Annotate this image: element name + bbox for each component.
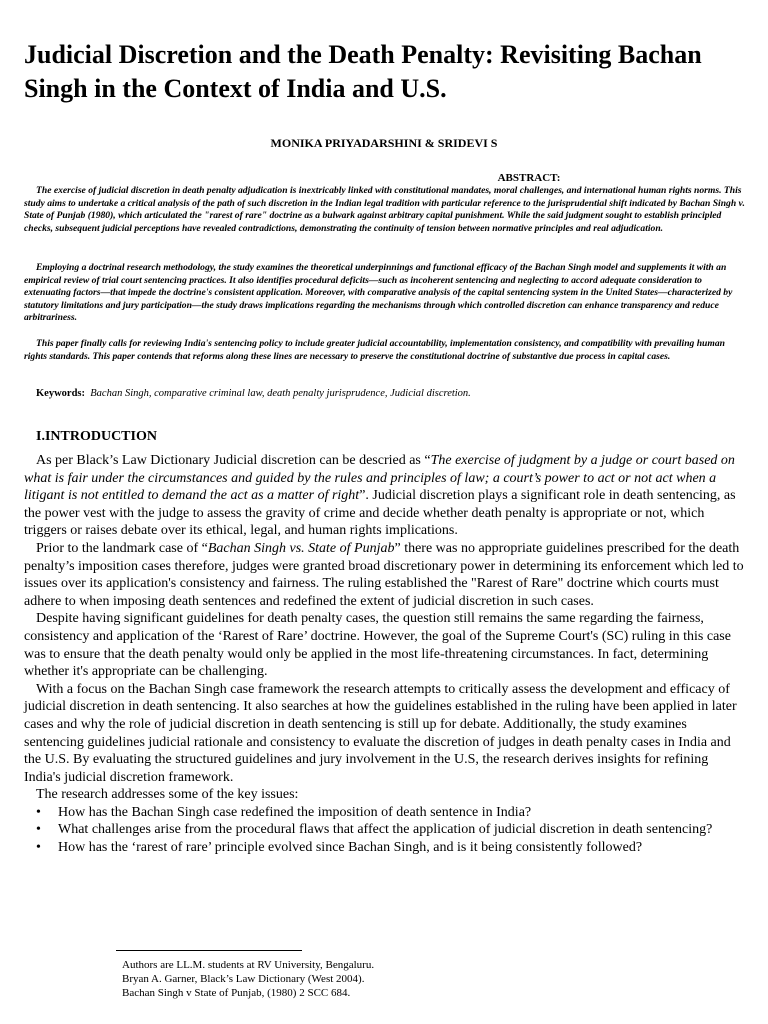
case-name: Bachan Singh vs. State of Punjab <box>207 540 395 556</box>
abstract-paragraph-2 <box>24 262 746 325</box>
abstract-text-2: Employing a doctrinal research methodology, the study examines the theoretical underpinnings and functional efficacy of the Bachan Singh model and supplements it with an empirical review of trial court sentencing practices. It also identifies procedural deficits—such as incoherent sentencing and neglecting to accord adequate consideration to extenuating factors—that impede the doctrine's consistent application. Moreover, with comparative analysis of the capital sentencing system in the United States—characterized by statutory limitations and jury participation—the study draws implications regarding the mechanisms through which controlled discretion can enhance transparency and reduce arbitrariness. <box>24 262 733 324</box>
intro-p1-lead: As per Black’s Law Dictionary Judicial discretion can be descried as “ <box>36 453 431 468</box>
intro-p1-rest: ”. Judicial discretion plays a significant role in death sentencing, as the power vest with the judge to assess the gravity of crime and decide whether death penalty is appropriate or not, which triggers or raises debate over its ethical, legal, and human rights implications. <box>24 488 736 539</box>
research-question-3: How has the ‘rarest of rare’ principle evolved since Bachan Singh, and is it being consistently followed? <box>58 840 643 856</box>
research-question-2: What challenges arise from the procedural flaws that affect the application of judicial discretion in death sentencing? <box>58 822 713 838</box>
keywords-line <box>36 388 471 399</box>
abstract-paragraph-3 <box>24 338 746 363</box>
black-law-definition-quote: The exercise of judgment by a judge or court based on what is fair under the circumstances and guided by the rules and principles of law; a court’s power to act or not act when a litigant is not entitled to demand the act as a matter of right <box>24 453 735 504</box>
bullet-icon: • <box>36 840 41 856</box>
bullet-icon: • <box>36 804 41 820</box>
list-item <box>24 839 744 857</box>
footnote-2: Bryan A. Garner, Black’s Law Dictionary (West 2004). <box>122 973 365 985</box>
keywords-label: Keywords: <box>36 388 85 399</box>
abstract-heading: ABSTRACT: <box>497 172 561 184</box>
keywords-value: Bachan Singh, comparative criminal law, death penalty jurisprudence, Judicial discretion. <box>90 388 471 399</box>
footnote-3: Bachan Singh v State of Punjab, (1980) 2 SCC 684. <box>122 987 351 999</box>
paper-title: Judicial Discretion and the Death Penalty: Revisiting Bachan Singh in the Context of India and U.S. <box>24 40 702 103</box>
intro-paragraph-2 <box>24 540 744 610</box>
author-line: MONIKA PRIYADARSHINI & SRIDEVI S <box>270 136 498 150</box>
abstract-paragraph-1 <box>24 185 746 235</box>
list-item <box>24 804 744 822</box>
introduction-body <box>24 452 744 857</box>
footnote-divider <box>116 950 302 951</box>
list-item <box>24 821 744 839</box>
intro-paragraph-4: With a focus on the Bachan Singh case framework the research attempts to critically assess the development and efficacy of judicial discretion in death sentencing. It also searches at how the guidelines established in the ruling have been applied in later cases and why the role of judicial discretion in death sentencing is still up for debate. Additionally, the study examines sentencing guidelines judicial rationale and consistency to evaluate the discretion of judges in death penalty cases in India and the U.S. By evaluating the structured guidelines and jury involvement in the U.S, the research derives insights for refining India's judicial discretion framework. <box>24 681 737 785</box>
intro-paragraph-1 <box>24 452 744 540</box>
bullet-icon: • <box>36 822 41 838</box>
intro-p2-rest: ” there was no appropriate guidelines prescribed for the death penalty’s imposition cases therefore, judges were granted broad discretionary power in determining its enforcement which led to issues over its application's consistency and fairness. The ruling established the "Rarest of Rare" doctrine which courts must adhere to when imposing death sentences and redefined the extent of judicial discretion in such cases. <box>24 540 744 609</box>
intro-p2-lead: Prior to the landmark case of “ <box>36 540 208 556</box>
intro-paragraph-5: The research addresses some of the key issues: <box>36 787 299 803</box>
introduction-heading: I.INTRODUCTION <box>36 429 157 444</box>
research-question-1: How has the Bachan Singh case redefined the imposition of death sentence in India? <box>58 804 532 820</box>
intro-paragraph-3: Despite having significant guidelines for death penalty cases, the question still remains the same regarding the fairness, consistency and application of the ‘Rarest of Rare’ doctrine. However, the goal of the Supreme Court's (SC) ruling in this case was to ensure that the death penalty would only be applied in the most life-threatening circumstances. In fact, determining whether it's appropriate can be challenging. <box>24 611 731 680</box>
abstract-text-3: This paper finally calls for reviewing India's sentencing policy to include greater judicial accountability, implementation consistency, and compatibility with prevailing human rights standards. This paper contends that reforms along these lines are necessary to preserve the constitutional doctrine of substantive due process in capital cases. <box>24 338 725 362</box>
footnote-1: Authors are LL.M. students at RV University, Bengaluru. <box>122 959 375 971</box>
abstract-text-1: The exercise of judicial discretion in death penalty adjudication is inextricably linked with constitutional mandates, moral challenges, and international human rights norms. This study aims to undertake a critical analysis of the path of such discretion in the Indian legal tradition with particular reference to the jurisprudential shift indicated by Bachan Singh v. State of Punjab (1980), which articulated the "rarest of rare" doctrine as a bulwark against arbitrary capital punishment. While the said judgment sought to establish principled checks, subsequent judicial perceptions have revealed contradictions, demonstrating the continuity of tension between normative principles and real adjudication. <box>24 185 745 234</box>
